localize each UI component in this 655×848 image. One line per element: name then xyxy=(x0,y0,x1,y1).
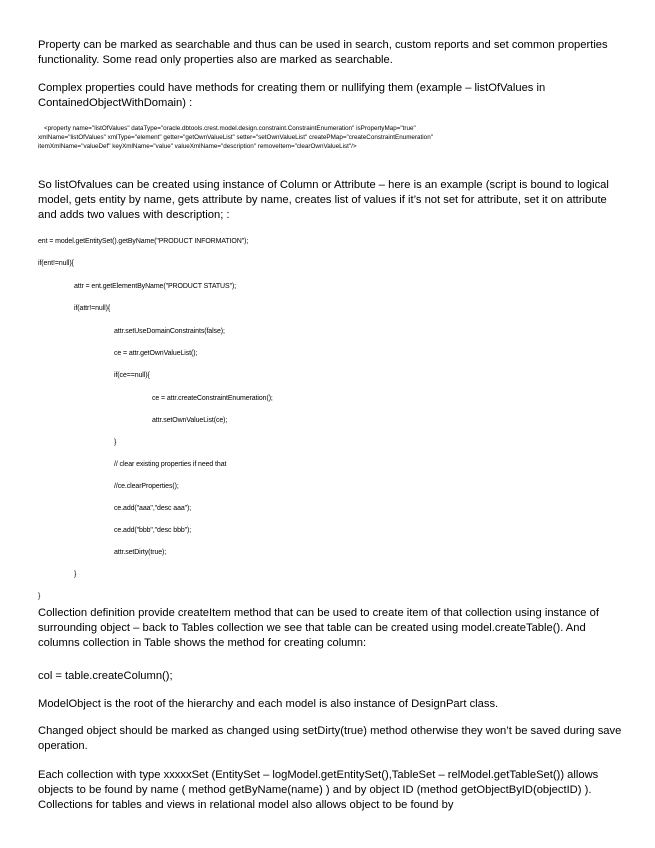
code-line: } xyxy=(74,569,77,578)
xml-line: xmlName="listOfValues" xmlType="element" getter="getOwnValueList" setter="setOwnValueList" createPMap="createConstraintEnumeration" xyxy=(38,134,433,141)
code-line: attr.setOwnValueList(ce); xyxy=(152,415,228,424)
code-line: attr.setDirty(true); xyxy=(114,547,167,556)
xml-property-snippet xyxy=(38,124,623,151)
code-line: ce.add("aaa","desc aaa"); xyxy=(114,503,192,512)
paragraph-model-object: ModelObject is the root of the hierarchy and each model is also instance of DesignPart class. xyxy=(38,698,499,710)
paragraph-complex-properties: Complex properties could have methods for creating them or nullifying them (example – listOfValues in ContainedObjectWithDomain) : xyxy=(38,82,546,109)
code-line: // clear existing properties if need that xyxy=(114,459,227,468)
code-line: if(ent!=null){ xyxy=(38,258,74,267)
code-line: attr = ent.getElementByName("PRODUCT STATUS"); xyxy=(74,281,237,290)
paragraph-searchable-properties: Property can be marked as searchable and thus can be used in search, custom reports and set common properties functionality. Some read only properties also are marked as searchable. xyxy=(38,39,608,66)
paragraph-create-column: col = table.createColumn(); xyxy=(38,670,173,682)
code-line: if(ce==null){ xyxy=(114,370,150,379)
code-line: } xyxy=(38,591,41,600)
code-line: attr.setUseDomainConstraints(false); xyxy=(114,326,225,335)
code-line: ce = attr.createConstraintEnumeration(); xyxy=(152,393,273,402)
code-line: ent = model.getEntitySet().getByName("PRODUCT INFORMATION"); xyxy=(38,236,249,245)
code-line: //ce.clearProperties(); xyxy=(114,481,179,490)
code-line: if(attr!=null){ xyxy=(74,303,111,312)
paragraph-collection-definition: Collection definition provide createItem method that can be used to create item of that collection using instance of surrounding object – back to Tables collection we see that table can be created using model.createTable(). And columns collection in Table shows the method for creating column: xyxy=(38,607,599,649)
paragraph-set-dirty: Changed object should be marked as changed using setDirty(true) method otherwise they won’t be saved during save operation. xyxy=(38,725,622,752)
paragraph-list-of-values-example: So listOfvalues can be created using instance of Column or Attribute – here is an example (script is bound to logical model, gets entity by name, gets attribute by name, creates list of values if it’s not set for attribute, set it on attribute and adds two values with description; : xyxy=(38,179,609,221)
paragraph-collection-find: Each collection with type xxxxxSet (EntitySet – logModel.getEntitySet(),TableSet – relModel.getTableSet()) allows objects to be found by name ( method getByName(name) ) and by object ID (method getObjectByID(objectID) ). Collections for tables and views in relational model also allows object to be found by xyxy=(38,769,599,811)
code-line: ce = attr.getOwnValueList(); xyxy=(114,348,198,357)
code-line: ce.add("bbb","desc bbb"); xyxy=(114,525,192,534)
xml-line: <property name="listOfValues" dataType="oracle.dbtools.crest.model.design.constraint.ConstraintEnumeration" isPropertyMap="true" xyxy=(44,125,416,132)
code-line: } xyxy=(114,437,117,446)
xml-line: itemXmlName="valueDef" keyXmlName="value" valueXmlName="description" removeItem="clearOwnValueList"/> xyxy=(38,143,357,150)
